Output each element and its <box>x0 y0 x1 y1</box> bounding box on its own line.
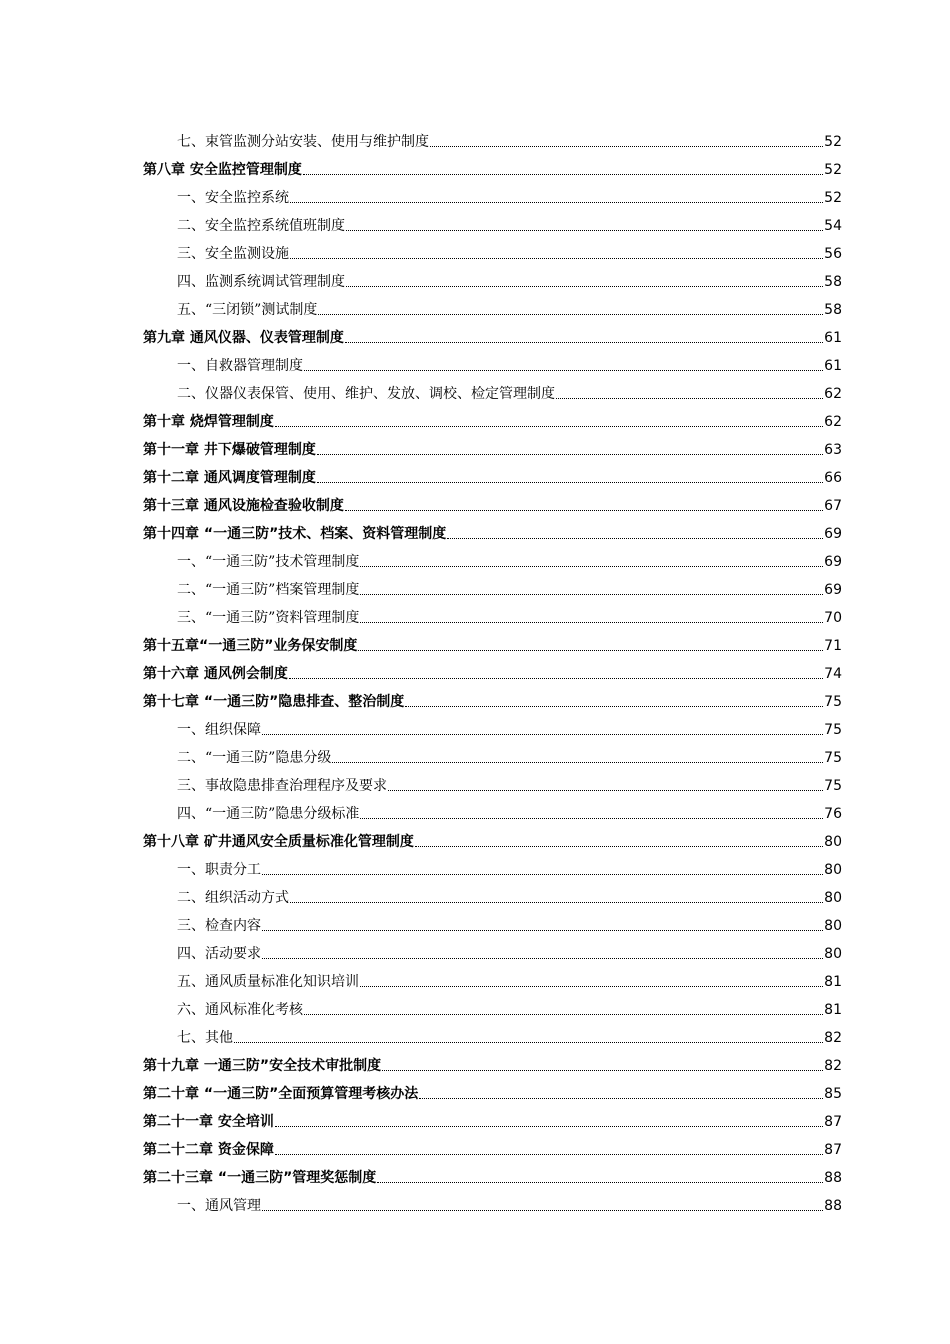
dot-leader <box>360 594 823 595</box>
dot-leader <box>415 846 823 847</box>
dot-leader <box>262 958 823 959</box>
toc-entry[interactable] <box>143 602 842 630</box>
toc-entry-title: 二、安全监控系统值班制度 <box>177 218 345 234</box>
dot-leader <box>360 566 823 567</box>
toc-entry-title: 一、组织保障 <box>177 722 261 738</box>
toc-entry[interactable] <box>143 742 842 770</box>
toc-chapter-entry[interactable] <box>143 1078 842 1106</box>
toc-entry[interactable] <box>143 126 842 154</box>
toc-entry-title: 四、“一通三防”隐患分级标准 <box>177 806 360 822</box>
dot-leader <box>345 342 823 343</box>
toc-entry-title: 三、安全监测设施 <box>177 246 289 262</box>
toc-entry-title: 第二十二章 资金保障 <box>143 1142 274 1158</box>
toc-entry[interactable] <box>143 378 842 406</box>
toc-chapter-entry[interactable] <box>143 518 842 546</box>
table-of-contents <box>143 126 842 1218</box>
toc-entry-title: 第十三章 通风设施检查验收制度 <box>143 498 344 514</box>
dot-leader <box>346 230 823 231</box>
dot-leader <box>275 1154 823 1155</box>
toc-entry-title: 三、检查内容 <box>177 918 261 934</box>
dot-leader <box>318 314 823 315</box>
dot-leader <box>360 818 823 819</box>
dot-leader <box>419 1098 823 1099</box>
toc-entry[interactable] <box>143 798 842 826</box>
dot-leader <box>332 762 823 763</box>
dot-leader <box>262 1210 823 1211</box>
toc-entry-title: 一、自救器管理制度 <box>177 358 303 374</box>
toc-entry[interactable] <box>143 714 842 742</box>
dot-leader <box>388 790 823 791</box>
toc-entry-title: 第十五章“一通三防”业务保安制度 <box>143 638 358 654</box>
toc-chapter-entry[interactable] <box>143 1162 842 1190</box>
toc-page-number: 62 <box>824 414 842 430</box>
toc-entry-title: 第十章 烧焊管理制度 <box>143 414 274 430</box>
toc-entry-title: 二、仪器仪表保管、使用、维护、发放、调校、检定管理制度 <box>177 386 555 402</box>
toc-page-number: 82 <box>824 1058 842 1074</box>
toc-page-number: 61 <box>824 330 842 346</box>
dot-leader <box>303 174 823 175</box>
toc-entry-title: 第十六章 通风例会制度 <box>143 666 288 682</box>
toc-page-number: 75 <box>824 750 842 766</box>
dot-leader <box>556 398 823 399</box>
toc-page-number: 56 <box>824 246 842 262</box>
toc-page-number: 66 <box>824 470 842 486</box>
toc-page-number: 80 <box>824 890 842 906</box>
toc-entry-title: 第十九章 一通三防”安全技术审批制度 <box>143 1058 382 1074</box>
toc-page-number: 80 <box>824 862 842 878</box>
toc-page-number: 75 <box>824 778 842 794</box>
toc-entry-title: 第八章 安全监控管理制度 <box>143 162 302 178</box>
toc-chapter-entry[interactable] <box>143 462 842 490</box>
toc-chapter-entry[interactable] <box>143 1106 842 1134</box>
toc-chapter-entry[interactable] <box>143 322 842 350</box>
toc-entry-title: 六、通风标准化考核 <box>177 1002 303 1018</box>
toc-entry-title: 第二十一章 安全培训 <box>143 1114 274 1130</box>
toc-entry-title: 二、组织活动方式 <box>177 890 289 906</box>
toc-page-number: 80 <box>824 946 842 962</box>
toc-entry[interactable] <box>143 770 842 798</box>
toc-entry-title: 四、活动要求 <box>177 946 261 962</box>
toc-page-number: 85 <box>824 1086 842 1102</box>
dot-leader <box>290 902 823 903</box>
dot-leader <box>345 510 823 511</box>
toc-entry-title: 第十二章 通风调度管理制度 <box>143 470 316 486</box>
dot-leader <box>304 370 823 371</box>
toc-page-number: 61 <box>824 358 842 374</box>
toc-page-number: 69 <box>824 526 842 542</box>
dot-leader <box>262 874 823 875</box>
dot-leader <box>360 986 823 987</box>
toc-page-number: 87 <box>824 1142 842 1158</box>
toc-page-number: 69 <box>824 582 842 598</box>
toc-entry-title: 五、“三闭锁”测试制度 <box>177 302 318 318</box>
toc-page-number: 87 <box>824 1114 842 1130</box>
toc-entry-title: 七、束管监测分站安装、使用与维护制度 <box>177 134 429 150</box>
toc-entry[interactable] <box>143 266 842 294</box>
toc-page-number: 81 <box>824 1002 842 1018</box>
toc-entry-title: 三、事故隐患排查治理程序及要求 <box>177 778 387 794</box>
toc-entry[interactable] <box>143 238 842 266</box>
toc-page-number: 63 <box>824 442 842 458</box>
toc-page-number: 88 <box>824 1170 842 1186</box>
toc-page-number: 88 <box>824 1198 842 1214</box>
toc-entry[interactable] <box>143 574 842 602</box>
toc-page-number: 52 <box>824 190 842 206</box>
dot-leader <box>405 706 823 707</box>
toc-entry-title: 一、安全监控系统 <box>177 190 289 206</box>
dot-leader <box>447 538 823 539</box>
dot-leader <box>262 930 823 931</box>
toc-page-number: 71 <box>824 638 842 654</box>
toc-chapter-entry[interactable] <box>143 658 842 686</box>
toc-page-number: 81 <box>824 974 842 990</box>
dot-leader <box>275 1126 823 1127</box>
dot-leader <box>304 1014 823 1015</box>
dot-leader <box>346 286 823 287</box>
toc-page-number: 80 <box>824 834 842 850</box>
toc-page-number: 52 <box>824 134 842 150</box>
toc-page-number: 62 <box>824 386 842 402</box>
toc-page-number: 74 <box>824 666 842 682</box>
dot-leader <box>290 258 823 259</box>
dot-leader <box>234 1042 823 1043</box>
toc-chapter-entry[interactable] <box>143 630 842 658</box>
toc-chapter-entry[interactable] <box>143 1134 842 1162</box>
toc-entry[interactable] <box>143 350 842 378</box>
toc-entry[interactable] <box>143 182 842 210</box>
toc-entry-title: 一、职责分工 <box>177 862 261 878</box>
toc-page-number: 52 <box>824 162 842 178</box>
toc-page-number: 58 <box>824 274 842 290</box>
toc-entry-title: 四、监测系统调试管理制度 <box>177 274 345 290</box>
toc-chapter-entry[interactable] <box>143 490 842 518</box>
toc-page-number: 70 <box>824 610 842 626</box>
toc-page-number: 69 <box>824 554 842 570</box>
toc-entry-title: 第十八章 矿井通风安全质量标准化管理制度 <box>143 834 414 850</box>
toc-entry-title: 三、“一通三防”资料管理制度 <box>177 610 360 626</box>
toc-chapter-entry[interactable] <box>143 434 842 462</box>
toc-entry[interactable] <box>143 294 842 322</box>
toc-chapter-entry[interactable] <box>143 1050 842 1078</box>
toc-chapter-entry[interactable] <box>143 826 842 854</box>
toc-entry[interactable] <box>143 882 842 910</box>
toc-entry-title: 第十一章 井下爆破管理制度 <box>143 442 316 458</box>
dot-leader <box>275 426 823 427</box>
toc-chapter-entry[interactable] <box>143 686 842 714</box>
toc-entry[interactable] <box>143 994 842 1022</box>
dot-leader <box>358 650 823 651</box>
toc-entry-title: 第二十章 “一通三防”全面预算管理考核办法 <box>143 1086 419 1102</box>
toc-page-number: 58 <box>824 302 842 318</box>
toc-page-number: 75 <box>824 694 842 710</box>
toc-entry[interactable] <box>143 1022 842 1050</box>
toc-entry[interactable] <box>143 854 842 882</box>
toc-entry[interactable] <box>143 210 842 238</box>
toc-entry-title: 五、通风质量标准化知识培训 <box>177 974 359 990</box>
dot-leader <box>317 454 823 455</box>
toc-entry[interactable] <box>143 938 842 966</box>
toc-entry-title: 一、“一通三防”技术管理制度 <box>177 554 360 570</box>
dot-leader <box>317 482 823 483</box>
toc-entry-title: 第二十三章 “一通三防”管理奖惩制度 <box>143 1170 377 1186</box>
toc-page-number: 67 <box>824 498 842 514</box>
toc-entry[interactable] <box>143 546 842 574</box>
toc-page-number: 80 <box>824 918 842 934</box>
toc-entry[interactable] <box>143 910 842 938</box>
toc-page-number: 75 <box>824 722 842 738</box>
toc-entry-title: 一、通风管理 <box>177 1198 261 1214</box>
toc-chapter-entry[interactable] <box>143 406 842 434</box>
dot-leader <box>382 1070 823 1071</box>
dot-leader <box>290 202 823 203</box>
toc-chapter-entry[interactable] <box>143 154 842 182</box>
toc-page-number: 76 <box>824 806 842 822</box>
dot-leader <box>262 734 823 735</box>
toc-entry[interactable] <box>143 1190 842 1218</box>
dot-leader <box>360 622 823 623</box>
toc-page-number: 82 <box>824 1030 842 1046</box>
toc-entry-title: 第十四章 “一通三防”技术、档案、资料管理制度 <box>143 526 447 542</box>
dot-leader <box>289 678 823 679</box>
toc-entry-title: 二、“一通三防”隐患分级 <box>177 750 332 766</box>
dot-leader <box>430 146 823 147</box>
toc-page-number: 54 <box>824 218 842 234</box>
toc-entry-title: 七、其他 <box>177 1030 233 1046</box>
toc-entry-title: 第十七章 “一通三防”隐患排查、整治制度 <box>143 694 405 710</box>
toc-entry-title: 二、“一通三防”档案管理制度 <box>177 582 360 598</box>
toc-entry[interactable] <box>143 966 842 994</box>
toc-entry-title: 第九章 通风仪器、仪表管理制度 <box>143 330 344 346</box>
dot-leader <box>377 1182 823 1183</box>
